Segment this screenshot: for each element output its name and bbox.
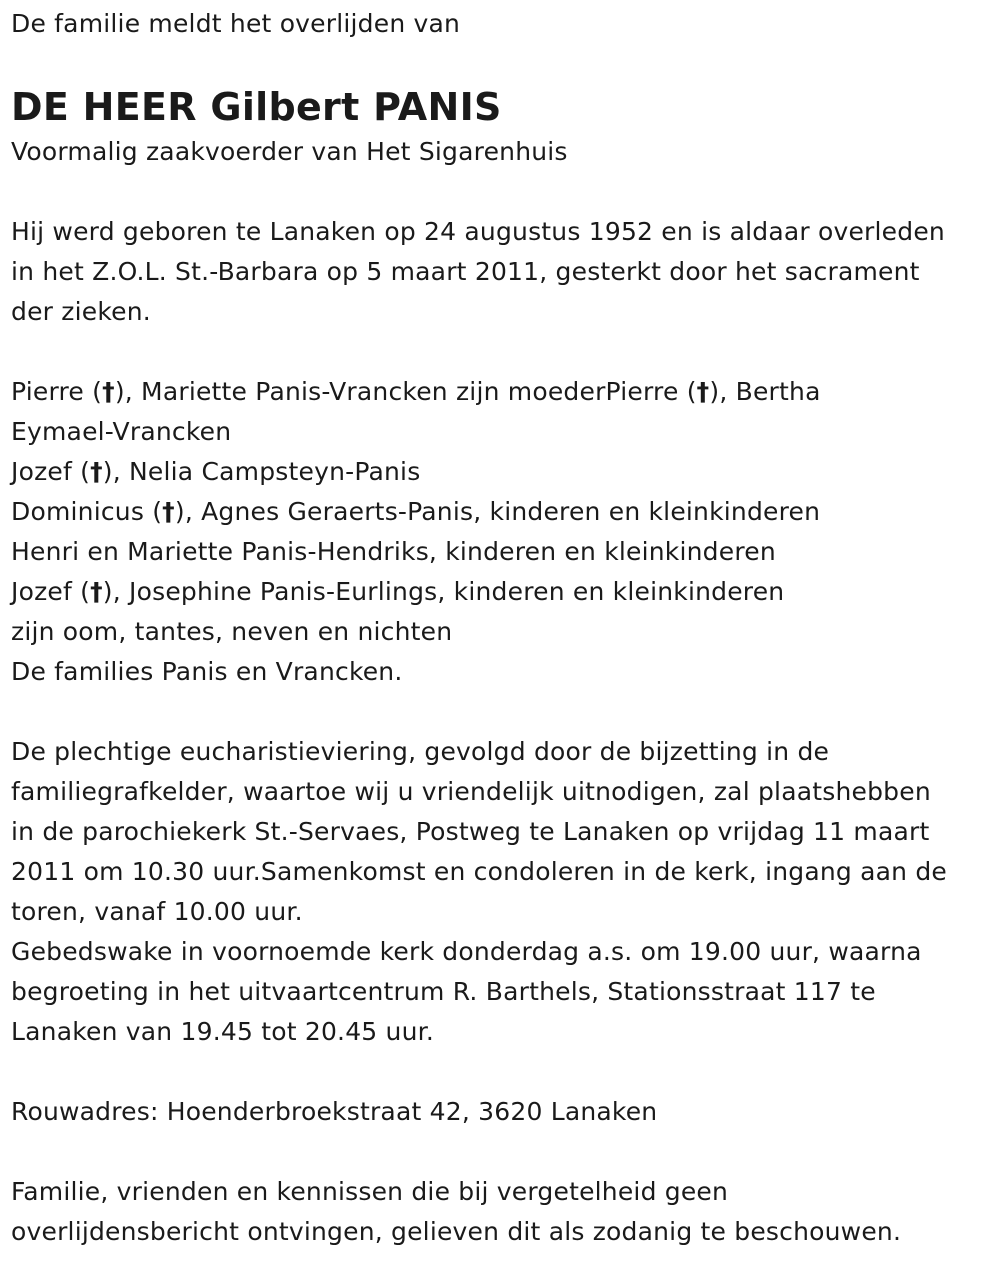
family-line: De families Panis en Vrancken.	[11, 657, 403, 686]
ceremony-line: Gebedswake in voornoemde kerk donderdag a.s. om 19.00 uur, waarna	[11, 937, 922, 966]
ceremony-line: 2011 om 10.30 uur.Samenkomst en condoleren in de kerk, ingang aan de	[11, 857, 947, 886]
spacer	[11, 692, 989, 732]
ceremony-paragraph	[11, 732, 989, 1052]
ceremony-line: toren, vanaf 10.00 uur.	[11, 897, 303, 926]
ceremony-line: begroeting in het uitvaartcentrum R. Barthels, Stationsstraat 117 te	[11, 977, 876, 1006]
cross-icon: †	[696, 377, 710, 406]
spacer	[11, 1052, 989, 1092]
family-line: Pierre (†), Mariette Panis-Vrancken zijn moederPierre (†), Bertha	[11, 377, 821, 406]
closing-line: Familie, vrienden en kennissen die bij vergetelheid geen	[11, 1177, 729, 1206]
deceased-name: DE HEER Gilbert PANIS	[11, 85, 502, 129]
family-line: Jozef (†), Josephine Panis-Eurlings, kinderen en kleinkinderen	[11, 577, 785, 606]
closing-paragraph	[11, 1172, 989, 1252]
family-line: Dominicus (†), Agnes Geraerts-Panis, kinderen en kleinkinderen	[11, 497, 821, 526]
cross-icon: †	[90, 457, 103, 486]
mourning-address: Rouwadres: Hoenderbroekstraat 42, 3620 Lanaken	[11, 1097, 658, 1126]
ceremony-line: Lanaken van 19.45 tot 20.45 uur.	[11, 1017, 434, 1046]
spacer	[11, 332, 989, 372]
ceremony-line: familiegrafkelder, waartoe wij u vriendelijk uitnodigen, zal plaatshebben	[11, 777, 931, 806]
cross-icon: †	[102, 377, 115, 406]
family-line: Eymael-Vrancken	[11, 417, 232, 446]
deceased-occupation: Voormalig zaakvoerder van Het Sigarenhuis	[11, 137, 568, 166]
spacer	[11, 1132, 989, 1172]
spacer	[11, 172, 989, 212]
ceremony-line: in de parochiekerk St.-Servaes, Postweg te Lanaken op vrijdag 11 maart	[11, 817, 930, 846]
cross-icon: †	[90, 577, 103, 606]
birth-death-line: Hij werd geboren te Lanaken op 24 augustus 1952 en is aldaar overleden	[11, 217, 945, 246]
birth-death-paragraph	[11, 212, 989, 332]
family-line: Jozef (†), Nelia Campsteyn-Panis	[11, 457, 421, 486]
birth-death-line: in het Z.O.L. St.-Barbara op 5 maart 2011, gesterkt door het sacrament	[11, 257, 920, 286]
family-line: Henri en Mariette Panis-Hendriks, kinderen en kleinkinderen	[11, 537, 776, 566]
birth-death-line: der zieken.	[11, 297, 151, 326]
cross-icon: †	[162, 497, 175, 526]
intro-text: De familie meldt het overlijden van	[11, 9, 461, 38]
family-line: zijn oom, tantes, neven en nichten	[11, 617, 453, 646]
ceremony-line: De plechtige eucharistieviering, gevolgd door de bijzetting in de	[11, 737, 830, 766]
closing-line: overlijdensbericht ontvingen, gelieven dit als zodanig te beschouwen.	[11, 1217, 902, 1246]
family-paragraph	[11, 372, 989, 692]
